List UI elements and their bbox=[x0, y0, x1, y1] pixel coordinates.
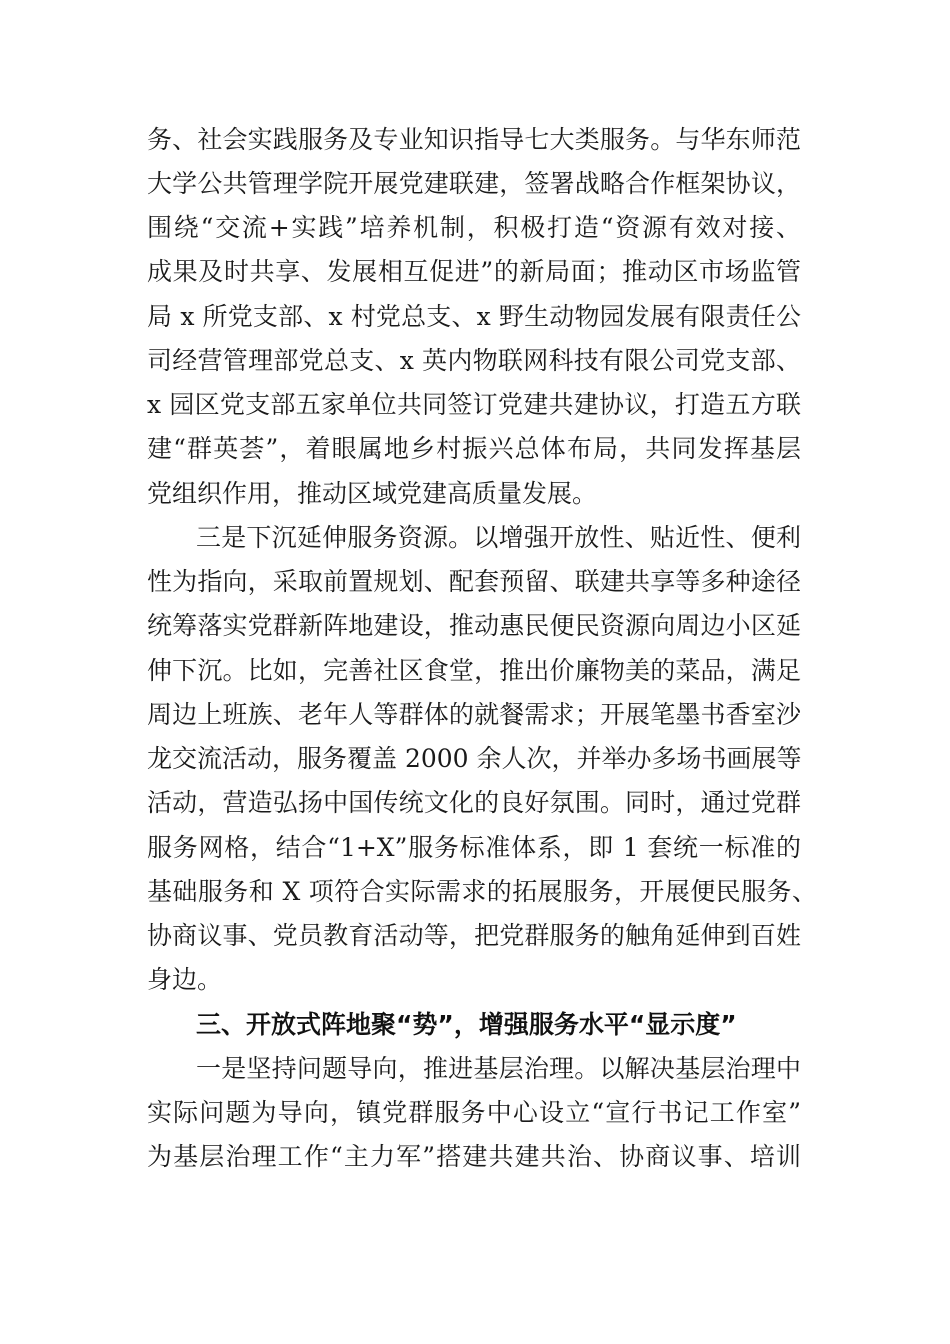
body-text-line: 性为指向，采取前置规划、配套预留、联建共享等多种途径 bbox=[147, 567, 801, 596]
paragraph-first-line: 一是坚持问题导向，推进基层治理。以解决基层治理中 bbox=[196, 1054, 801, 1083]
body-text-line: 服务网格，结合“1+X”服务标准体系，即 1 套统一标准的 bbox=[147, 833, 801, 862]
body-text-line: 成果及时共享、发展相互促进”的新局面；推动区市场监管 bbox=[147, 257, 801, 286]
body-text-line: 局 x 所党支部、x 村党总支、x 野生动物园发展有限责任公 bbox=[147, 302, 801, 331]
body-text-line: 实际问题为导向，镇党群服务中心设立“宣行书记工作室” bbox=[147, 1098, 801, 1127]
body-text-line: x 园区党支部五家单位共同签订党建共建协议，打造五方联 bbox=[147, 390, 801, 419]
body-text-line: 建“群英荟”，着眼属地乡村振兴总体布局，共同发挥基层 bbox=[147, 434, 801, 463]
body-text-line: 伸下沉。比如，完善社区食堂，推出价廉物美的菜品，满足 bbox=[147, 656, 801, 685]
paragraph-first-line: 三是下沉延伸服务资源。以增强开放性、贴近性、便利 bbox=[196, 523, 801, 552]
body-text-line: 协商议事、党员教育活动等，把党群服务的触角延伸到百姓 bbox=[147, 921, 801, 950]
body-text-line: 为基层治理工作“主力军”搭建共建共治、协商议事、培训 bbox=[147, 1142, 801, 1171]
body-text-line: 龙交流活动，服务覆盖 2000 余人次，并举办多场书画展等 bbox=[147, 744, 802, 773]
body-text-line: 活动，营造弘扬中国传统文化的良好氛围。同时，通过党群 bbox=[147, 788, 801, 817]
body-text-line: 基础服务和 X 项符合实际需求的拓展服务，开展便民服务、 bbox=[147, 877, 817, 906]
paragraph-end-line: 党组织作用，推动区域党建高质量发展。 bbox=[147, 479, 598, 508]
section-heading: 三、开放式阵地聚“势”，增强服务水平“显示度” bbox=[196, 1010, 737, 1039]
body-text-line: 司经营管理部党总支、x 英内物联网科技有限公司党支部、 bbox=[147, 346, 801, 375]
body-text-line: 大学公共管理学院开展党建联建，签署战略合作框架协议， bbox=[147, 169, 801, 198]
paragraph-end-line: 身边。 bbox=[147, 965, 223, 994]
body-text-line: 围绕“交流+实践”培养机制，积极打造“资源有效对接、 bbox=[147, 213, 801, 242]
body-text-line: 务、社会实践服务及专业知识指导七大类服务。与华东师范 bbox=[147, 125, 801, 154]
body-text-line: 周边上班族、老年人等群体的就餐需求；开展笔墨书香室沙 bbox=[147, 700, 801, 729]
body-text-line: 统筹落实党群新阵地建设，推动惠民便民资源向周边小区延 bbox=[147, 611, 801, 640]
